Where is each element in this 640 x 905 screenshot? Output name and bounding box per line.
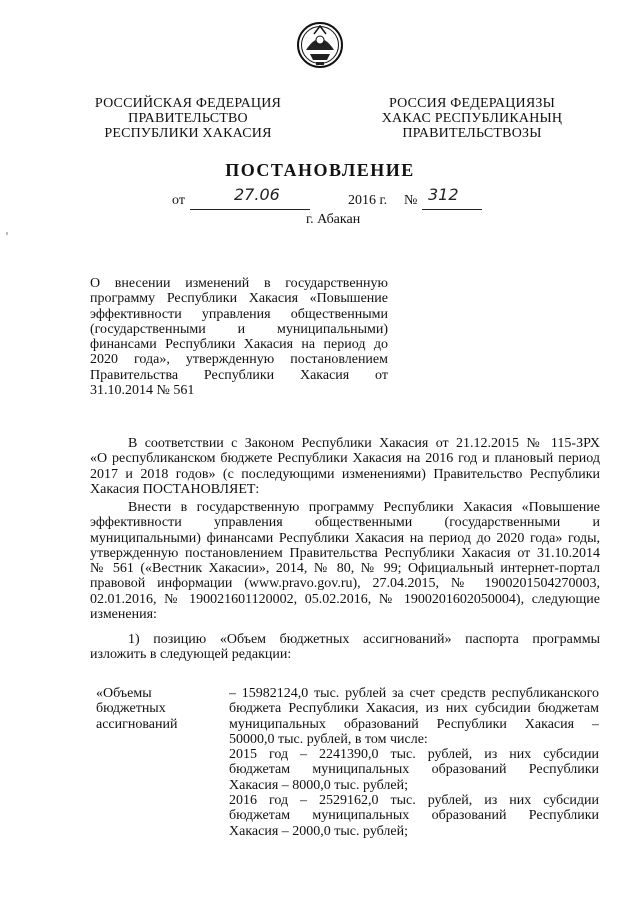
document-title: ПОСТАНОВЛЕНИЕ [225, 160, 415, 180]
header-left-block [88, 96, 288, 141]
table-label-cell [96, 686, 216, 732]
header-right-line-2: ХАКАС РЕСПУБЛИКАНЫҢ [381, 111, 563, 126]
header-right-block [366, 96, 578, 141]
item-1-line: 02.01.2016, № 190021601120002, 05.02.2016, № 1900201602050004), следующие [90, 591, 600, 607]
number-handwritten: 312 [428, 185, 459, 204]
subject-line: финансами Республики Хакасия на период до [90, 337, 388, 353]
table-value-line: бюджетам муниципальных образований Республики [229, 808, 599, 824]
subject-line: О внесении изменений в государственную [90, 276, 388, 291]
subitem-line: 1) позицию «Объем бюджетных ассигнований» паспорта программы [128, 632, 600, 647]
preamble-line: В соответствии с Законом Республики Хакасия от 21.12.2015 № 115-ЗРХ [128, 436, 600, 451]
item-1-line: эффективности управления общественными (государственными и [90, 515, 600, 531]
item-1-line: муниципальными) финансами Республики Хакасия на период до 2020 года» годы, [90, 530, 600, 546]
preamble-line: 2017 и 2018 годов» (с последующими изменениями) Правительство Республики [90, 466, 600, 482]
subject-line: Правительства Республики Хакасия от [90, 367, 388, 383]
preamble-paragraph [90, 436, 600, 497]
from-label: от [172, 193, 185, 208]
preamble-line: Хакасия ПОСТАНОВЛЯЕТ: [90, 481, 260, 497]
year-text: 2016 г. [348, 193, 388, 208]
item-1-line: правовой информации (www.pravo.gov.ru), 27.04.2015, № 1900201504270003, [90, 576, 600, 592]
table-label-line: бюджетных [96, 701, 166, 717]
item-1-paragraph [90, 500, 600, 622]
number-underline [422, 209, 482, 210]
item-1-line: утвержденную постановлением Правительства Республики Хакасия от 31.10.2014 [90, 545, 600, 561]
subject-line: программу Республики Хакасия «Повышение [90, 291, 388, 307]
item-1-line: № 561 («Вестник Хакасии», 2014, № 80, № 99; Официальный интернет-портал [90, 561, 600, 577]
table-value-line: 50000,0 тыс. рублей, в том числе: [229, 731, 428, 747]
table-value-line: бюджета Республики Хакасия, из них субсидии бюджетам [229, 701, 599, 717]
table-value-line: Хакасия – 8000,0 тыс. рублей; [229, 777, 408, 793]
table-value-cell [229, 686, 599, 839]
subject-line: 31.10.2014 № 561 [90, 383, 195, 399]
table-label-line: ассигнований [96, 716, 178, 732]
table-label-line: «Объемы [96, 686, 152, 701]
subject-line: эффективности управления общественными [90, 306, 388, 322]
subitem-line: изложить в следующей редакции: [90, 647, 292, 663]
date-underline [190, 209, 310, 210]
table-value-line: 2016 год – 2529162,0 тыс. рублей, из них субсидии [229, 793, 599, 809]
table-value-line: – 15982124,0 тыс. рублей за счет средств республиканского [229, 686, 599, 701]
item-1-line: Внести в государственную программу Республики Хакасия «Повышение [128, 500, 600, 515]
subject-line: 2020 года», утвержденную постановлением [90, 352, 388, 368]
table-value-line: муниципальных образований Республики Хакасия – [229, 716, 599, 732]
city-name: г. Абакан [306, 212, 361, 227]
number-label: № [404, 193, 418, 208]
header-left-line-2: ПРАВИТЕЛЬСТВО [128, 111, 248, 126]
header-right-line-3: ПРАВИТЕЛЬСТВОЗЫ [402, 126, 542, 141]
table-value-line: бюджетам муниципальных образований Республики [229, 762, 599, 778]
header-right-line-1: РОССИЯ ФЕДЕРАЦИЯЗЫ [388, 96, 556, 111]
subitem-1-paragraph [90, 632, 600, 663]
table-value-line: 2015 год – 2241390,0 тыс. рублей, из них субсидии [229, 747, 599, 763]
header-left-line-1: РОССИЙСКАЯ ФЕДЕРАЦИЯ [94, 96, 282, 111]
item-1-line: изменения: [90, 607, 157, 623]
subject-line: (государственными и муниципальными) [90, 321, 388, 337]
scan-margin-mark [6, 232, 8, 235]
header-left-line-3: РЕСПУБЛИКИ ХАКАСИЯ [104, 126, 272, 141]
date-handwritten: 27.06 [234, 185, 280, 204]
coat-of-arms-emblem [296, 20, 344, 70]
subject-block [90, 276, 388, 398]
table-value-line: Хакасия – 2000,0 тыс. рублей; [229, 823, 408, 839]
preamble-line: «О республиканском бюджете Республики Хакасия на 2016 год и плановый период [90, 451, 600, 467]
